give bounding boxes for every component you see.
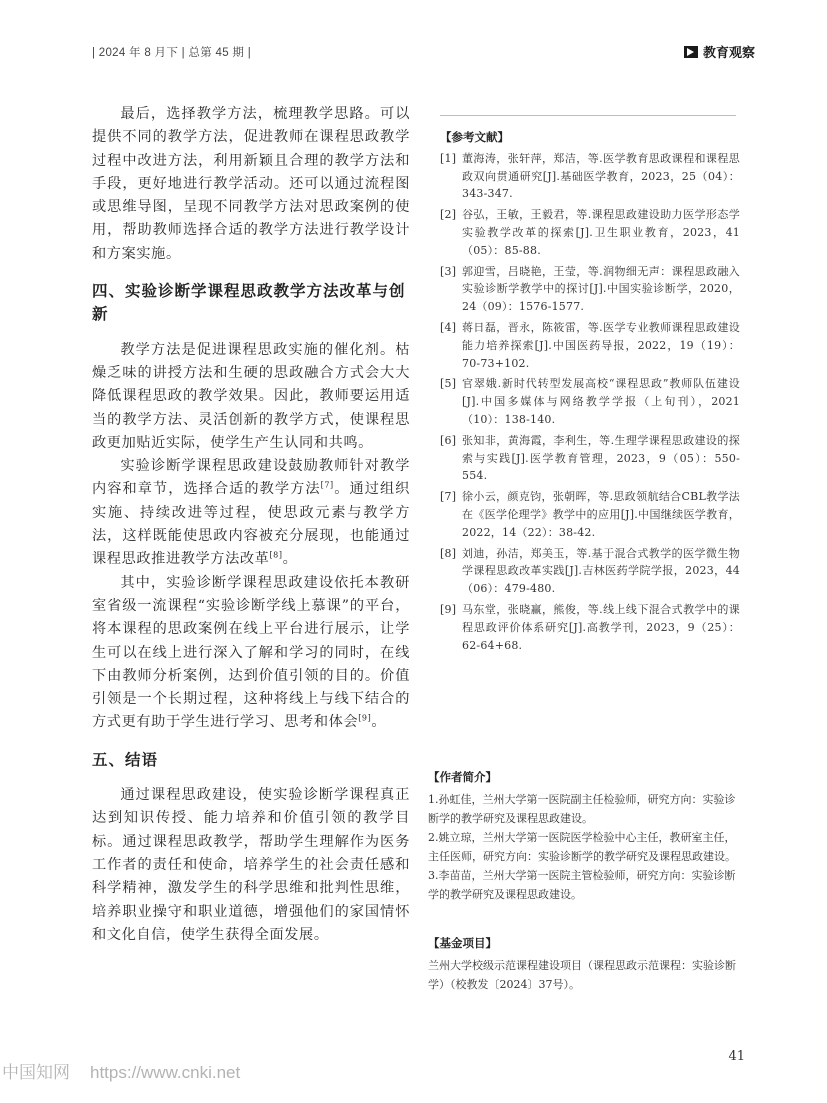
reference-item: [5] 官翠娥.新时代转型发展高校“课程思政”教师队伍建设[J].中国多媒体与网络教学学报（上旬刊），2021（10）：138-140. — [440, 377, 740, 426]
watermark-url: https://www.cnki.net — [90, 1063, 241, 1082]
reference-item: [8] 刘迪，孙洁，郑美玉，等.基于混合式教学的医学微生物学课程思政改革实践[J].吉林医药学院学报，2023，44（06）：479-480. — [440, 546, 740, 596]
paragraph: 实验诊断学课程思政建设鼓励教师针对教学内容和章节，选择合适的教学方法[7]。通过组织实施、持续改进等过程，使思政元素与教学方法，这样既能使思政内容被充分展现，也能通过课程思政推进教学方法改革[8]。 — [92, 458, 410, 568]
page-number: 41 — [728, 1049, 745, 1064]
paragraph: 其中，实验诊断学课程思政建设依托本教研室省级一流课程“实验诊断学线上慕课”的平台，将本课程的思政案例在线上平台进行展示，让学生可以在线上进行深入了解和学习的同时，在线下由教师分析案例，达到价值引领的目的。价值引领是一个长期过程，这种将线上与线下结合的方式更有助于学生进行学习、思考和体会[9]。 — [92, 574, 410, 731]
reference-item: [6] 张知非，黄海霞，李利生，等.生理学课程思政建设的探索与实践[J].医学教育管理，2023，9（05）：550-554. — [440, 433, 740, 483]
author-item: 3.李苗苗，兰州大学第一医院主管检验师，研究方向：实验诊断学的教学研究及课程思政建设。 — [428, 869, 736, 901]
paragraph: 通过课程思政建设，使实验诊断学课程真正达到知识传授、能力培养和价值引领的教学目标。通过课程思政教学，帮助学生理解作为医务工作者的责任和使命，培养学生的社会责任感和科学精神，激发学生的科学思维和批判性思维，培养职业操守和职业道德，增强他们的家国情怀和文化自信，使学生获得全面发展。 — [92, 787, 410, 943]
reference-item: [7] 徐小云，颜克钧，张朝晖，等.思政领航结合CBL教学法在《医学伦理学》教学中的应用[J].中国继续医学教育，2022，14（22）：38-42. — [440, 490, 740, 539]
fund-info — [428, 935, 746, 994]
author-item: 2.姚立琼，兰州大学第一医院医学检验中心主任，教研室主任，主任医师，研究方向：实验诊断学的教学研究及课程思政建设。 — [428, 831, 736, 863]
watermark — [2, 1058, 260, 1083]
reference-item: [2] 谷弘，王敏，王毅君，等.课程思政建设助力医学形态学实验教学改革的探索[J].卫生职业教育，2023，41（05）：85-88. — [440, 208, 740, 257]
citation: [8] — [269, 550, 283, 560]
reference-item: [1] 董海涛，张轩萍，郑洁，等.医学教育思政课程和课程思政双向贯通研究[J].基础医学教育，2023，25（04）：343-347. — [440, 151, 740, 201]
section-heading: 四、实验诊断学课程思政教学方法改革与创新 — [92, 283, 406, 324]
section-heading: 五、结语 — [92, 751, 159, 769]
divider — [440, 115, 736, 116]
watermark-name: 中国知网 — [2, 1063, 70, 1082]
column-label: 教育观察 — [702, 45, 755, 60]
references-title: 【参考文献】 — [440, 132, 509, 144]
reference-item: [4] 蒋日磊，晋永，陈筱雷，等.医学专业教师课程思政建设能力培养探索[J].中国医药导报，2022，19（19）：70-73+102. — [440, 320, 740, 370]
citation: [7] — [320, 480, 334, 490]
authors-title: 【作者简介】 — [428, 772, 497, 784]
author-item: 1.孙虹佳，兰州大学第一医院副主任检验师，研究方向：实验诊断学的教学研究及课程思政建设。 — [428, 793, 736, 825]
column-logo-icon — [684, 46, 698, 58]
citation: [9] — [358, 713, 372, 723]
main-text-column — [92, 103, 410, 947]
paragraph: 最后，选择教学方法，梳理教学思路。可以提供不同的教学方法，促进教师在课程思政教学过程中改进方法，利用新颖且合理的教学方法和手段，更好地进行教学活动。还可以通过流程图或思维导图，呈现不同教学方法对思政案例的使用，帮助教师选择合适的教学方法进行教学设计和方案实施。 — [92, 106, 410, 262]
reference-item: [3] 郭迎雪，吕晓艳，王莹，等.润物细无声：课程思政融入实验诊断学教学中的探讨[J].中国实验诊断学，2020，24（09）：1576-1577. — [440, 264, 740, 314]
reference-item: [9] 马东堂，张晓赢，熊俊，等.线上线下混合式教学中的课程思政评价体系研究[J].高教学刊，2023，9（25）：62-64+68. — [440, 602, 740, 652]
author-info — [428, 769, 746, 904]
fund-text: 兰州大学校级示范课程建设项目（课程思政示范课程：实验诊断学）（校教发〔2024〕37号）。 — [428, 959, 736, 991]
column-title — [684, 42, 755, 61]
fund-title: 【基金项目】 — [428, 938, 497, 950]
paragraph: 教学方法是促进课程思政实施的催化剂。枯燥乏味的讲授方法和生硬的思政融合方式会大大降低课程思政的教学效果。因此，教师要运用适当的教学方法、灵活创新的教学方式，使课程思政更加贴近实际，使学生产生认同和共鸣。 — [92, 341, 410, 451]
references — [440, 130, 740, 657]
issue-info: | 2024 年 8 月下 | 总第 45 期 | — [92, 47, 251, 59]
